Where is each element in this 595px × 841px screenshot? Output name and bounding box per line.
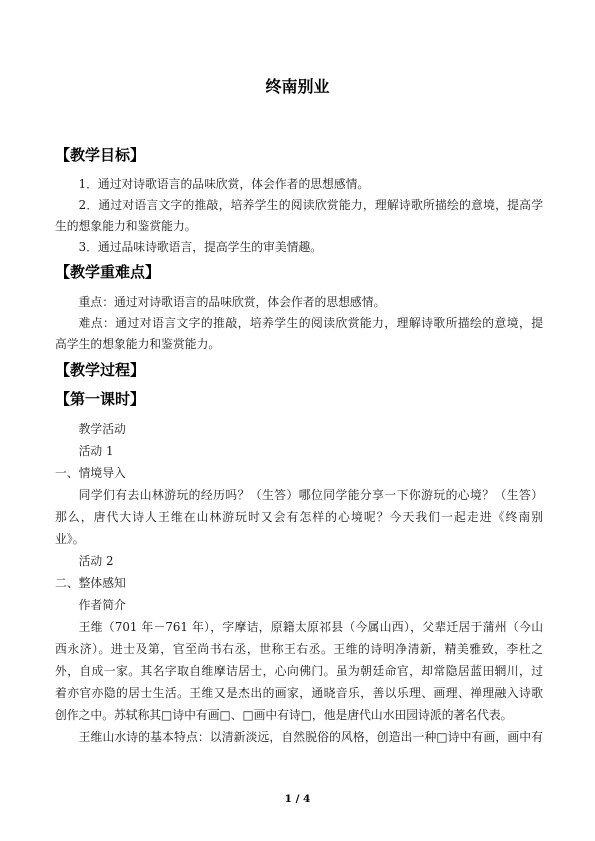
first-lesson-content — [55, 418, 543, 748]
objective-item-3: 3．通过品味诗歌语言，提高学生的审美情趣。 — [78, 239, 323, 254]
activity-2-label: 活动 2 — [78, 554, 114, 568]
document-title: 终南别业 — [265, 77, 330, 96]
key-point-difficulty-line-1: 难点：通过对语言文字的推敲，培养学生的阅读欣赏能力，理解诗歌所描绘的意境，提 — [78, 315, 543, 330]
heading-teaching-objectives: 【教学目标】 — [55, 146, 146, 164]
author-intro-subheading: 作者简介 — [78, 598, 126, 612]
section-overall-perception: 二、整体感知 — [55, 576, 126, 590]
key-point-focus: 重点：通过对诗歌语言的品味欣赏，体会作者的思想感情。 — [78, 294, 386, 309]
poetry-features-line-1: 王维山水诗的基本特点：以清新淡远，自然脱俗的风格，创造出一种□诗中有画，画中有 — [78, 730, 543, 744]
teaching-activities-label: 教学活动 — [78, 422, 126, 436]
heading-teaching-process: 【教学过程】 — [55, 361, 146, 379]
objectives-list — [55, 174, 543, 258]
key-point-difficulty-line-2: 高学生的想象能力和鉴赏能力。 — [55, 336, 221, 351]
author-bio-line-4: 着亦官亦隐的居士生活。王维又是杰出的画家，通晓音乐，善以乐理、画理、禅理融入诗歌 — [55, 686, 543, 700]
intro-paragraph-line-1: 同学们有去山林游玩的经历吗？（生答）哪位同学能分享一下你游玩的心境？（生答） — [78, 488, 543, 502]
author-bio-line-1: 王维（701 年－761 年），字摩诘，原籍太原祁县（今属山西），父辈迁居于蒲州（今山 — [78, 620, 543, 634]
intro-paragraph-line-2: 那么，唐代大诗人王维在山林游玩时又会有怎样的心境呢？今天我们一起走进《终南别 — [55, 510, 543, 524]
objective-item-2-line-1: 2．通过对语言文字的推敲，培养学生的阅读欣赏能力，理解诗歌所描绘的意境，提高学 — [78, 197, 543, 212]
author-bio-line-3: 外，自成一家。其名字取自维摩诘居士，心向佛门。虽为朝廷命官，却常隐居蓝田辋川，过 — [55, 664, 543, 678]
heading-key-points: 【教学重难点】 — [55, 263, 161, 281]
section-scenario-intro: 一、情境导入 — [55, 466, 126, 480]
intro-paragraph-line-3: 业》。 — [55, 532, 85, 546]
key-points-list — [55, 292, 543, 355]
objective-item-1: 1．通过对诗歌语言的品味欣赏，体会作者的思想感情。 — [78, 176, 370, 191]
author-bio-line-2: 西永济）。进士及第，官至尚书右丞，世称王右丞。王维的诗明净清新，精美雅致，李杜之 — [55, 642, 543, 656]
author-bio-line-5: 创作之中。苏轼称其□诗中有画□、□画中有诗□，他是唐代山水田园诗派的著名代表。 — [55, 708, 513, 722]
activity-1-label: 活动 1 — [78, 444, 114, 458]
objective-item-2-line-2: 生的想象能力和鉴赏能力。 — [55, 218, 197, 233]
page-number: 1 / 4 — [284, 793, 311, 805]
heading-first-lesson: 【第一课时】 — [55, 390, 146, 408]
